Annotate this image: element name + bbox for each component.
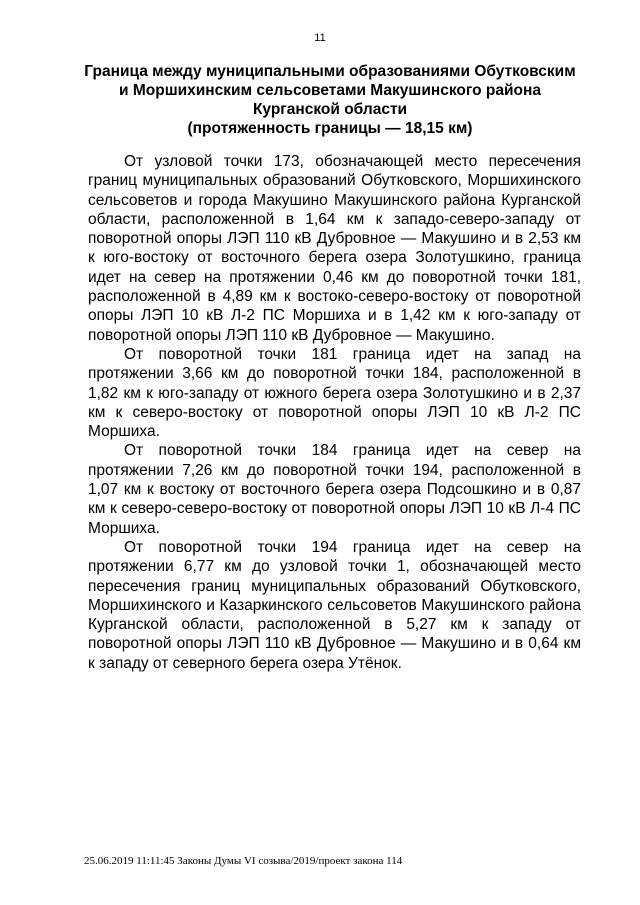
paragraph-1: От узловой точки 173, обозначающей место пересечения границ муниципальных образований Обутковского, Моршихинского сельсоветов и города Макушино Макушинского района Курганской области, расположенной в 1,64 км к западо-северо-западу от поворотной опоры ЛЭП 110 кВ Дубровное — Макушино и в 2,53 км к юго-востоку от восточного берега озера Золотушкино, граница идет на север на протяжении 0,46 км до поворотной точки 181, расположенной в 4,89 км к востоко-северо-востоку от поворотной опоры ЛЭП 10 кВ Л-2 ПС Моршиха и в 1,42 км к юго-западу от поворотной опоры ЛЭП 110 кВ Дубровное — Макушино. bbox=[88, 153, 581, 344]
page-number: 11 bbox=[314, 32, 326, 44]
document-footer: 25.06.2019 11:11:45 Законы Думы VI созыва/2019/проект закона 114 bbox=[84, 855, 403, 867]
document-body bbox=[88, 152, 581, 673]
title-line-1: Граница между муниципальными образованиями Обутковским bbox=[84, 63, 576, 80]
paragraph-4: От поворотной точки 194 граница идет на север на протяжении 6,77 км до узловой точки 1, обозначающей место пересечения границ муниципальных образований Обутковского, Моршихинского и Казаркинского сельсоветов Макушинского района Курганской области, расположенной в 5,27 км к западу от поворотной опоры ЛЭП 110 кВ Дубровное — Макушино и в 0,64 км к западу от северного берега озера Утёнок. bbox=[88, 538, 581, 672]
title-line-3: Курганской области bbox=[252, 101, 408, 118]
paragraph-2: От поворотной точки 181 граница идет на запад на протяжении 3,66 км до поворотной точки 184, расположенной в 1,82 км к юго-западу от южного берега озера Золотушкино и в 2,37 км к северо-востоку от поворотной опоры ЛЭП 10 кВ Л-2 ПС Моршиха. bbox=[88, 345, 581, 441]
title-line-4: (протяженность границы — 18,15 км) bbox=[187, 120, 473, 137]
document-title bbox=[80, 62, 580, 138]
title-line-2: и Моршихинским сельсоветами Макушинского района bbox=[119, 82, 541, 99]
paragraph-3: От поворотной точки 184 граница идет на север на протяжении 7,26 км до поворотной точки 194, расположенной в 1,07 км к востоку от восточного берега озера Подсошкино и в 0,87 км к северо-северо-востоку от поворотной опоры ЛЭП 10 кВ Л-4 ПС Моршиха. bbox=[88, 442, 581, 537]
